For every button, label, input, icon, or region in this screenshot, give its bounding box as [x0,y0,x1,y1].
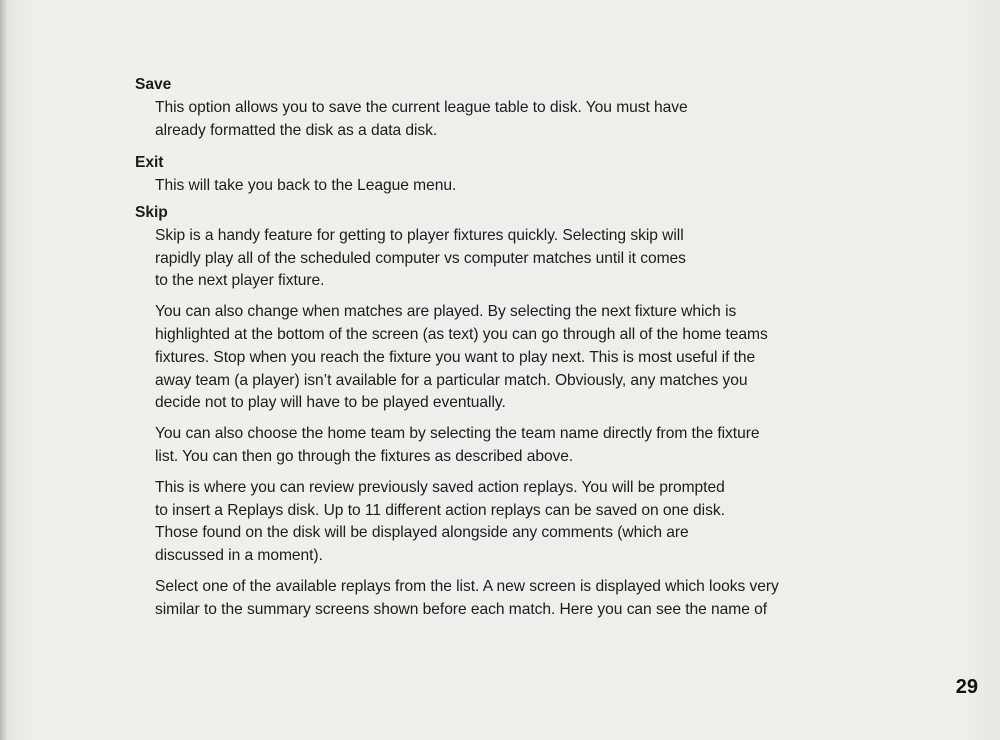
paragraph-home-team [155,423,855,469]
paragraph-change-matches [155,301,855,415]
text-line: This will take you back to the League menu. [155,177,457,195]
section-heading-exit: Exit [135,154,164,172]
text-line: This option allows you to save the current league table to disk. You must have [155,98,688,116]
section-save [135,74,855,142]
text-line: Select one of the available replays from the list. A new screen is displayed which looks very [155,577,779,595]
section-body-skip [135,225,855,293]
section-heading-skip: Skip [135,203,168,221]
body-paragraphs [135,301,855,621]
text-line: away team (a player) isn’t available for a particular match. Obviously, any matches you [155,371,748,389]
section-body-save [135,97,855,143]
text-line: decide not to play will have to be played eventually. [155,394,506,412]
text-line: fixtures. Stop when you reach the fixture you want to play next. This is most useful if the [155,348,756,366]
text-line: to the next player fixture. [155,272,325,290]
section-heading-save: Save [135,76,172,93]
text-line: This is where you can review previously saved action replays. You will be prompted [155,478,725,496]
text-line: Those found on the disk will be displayed alongside any comments (which are [155,524,689,542]
text-line: You can also choose the home team by selecting the team name directly from the fixture [155,425,760,443]
text-line: already formatted the disk as a data disk. [155,121,438,139]
section-body-exit [135,175,855,198]
text-line: highlighted at the bottom of the screen (as text) you can go through all of the home teams [155,325,768,343]
text-line: discussed in a moment). [155,547,323,565]
text-line: to insert a Replays disk. Up to 11 different action replays can be saved on one disk. [155,501,725,519]
paragraph-replays [155,477,855,568]
text-line: list. You can then go through the fixtures as described above. [155,447,574,465]
page-number: 29 [955,676,978,698]
text-column [135,74,855,622]
paragraph-select-replay [155,576,855,622]
text-line: similar to the summary screens shown before each match. Here you can see the name of [155,600,768,618]
text-line: You can also change when matches are played. By selecting the next fixture which is [155,303,737,321]
page-spine-shadow [0,0,6,740]
text-line: rapidly play all of the scheduled computer vs computer matches until it comes [155,249,686,267]
text-line: Skip is a handy feature for getting to player fixtures quickly. Selecting skip will [155,226,684,244]
section-exit [135,152,855,198]
section-skip [135,202,855,293]
